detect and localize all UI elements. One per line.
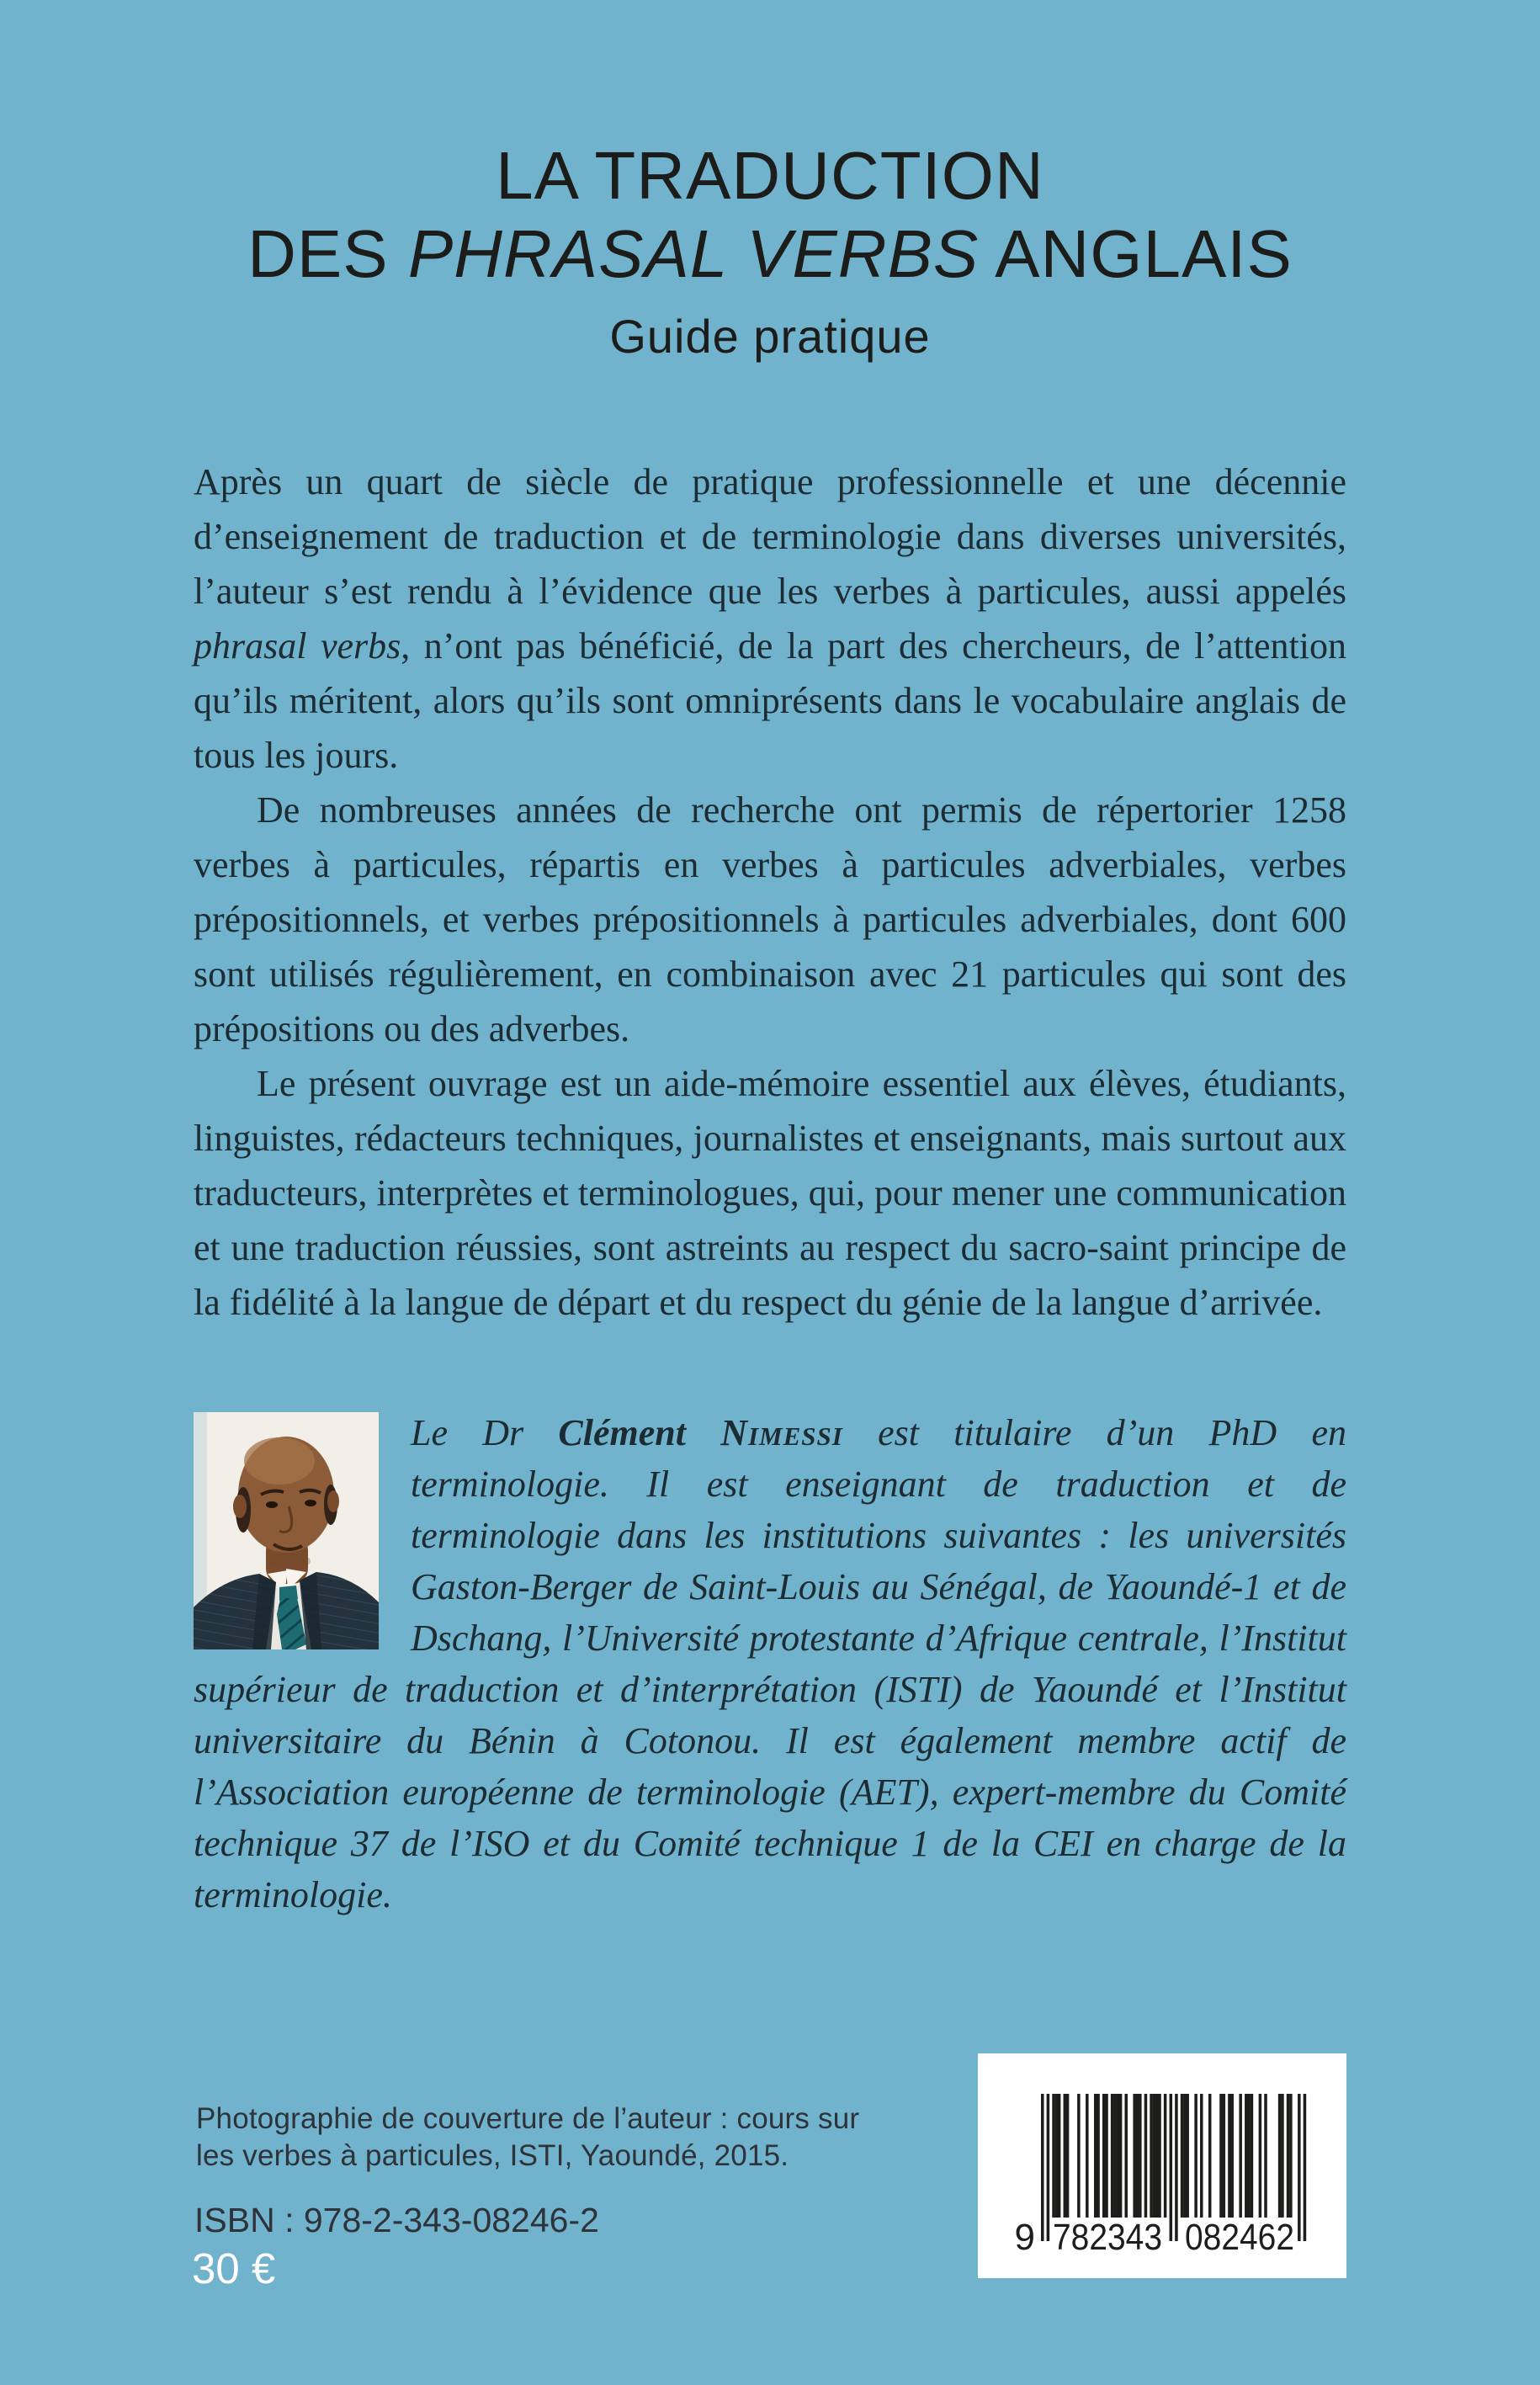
title-line2-prefix: DES [247,216,408,291]
bio-prefix: Le Dr [411,1412,559,1453]
synopsis-p1-after: , n’ont pas bénéficié, de la part des chercheurs, de l’attention qu’ils méritent, alors qu’ils sont omniprésents dans le vocabulaire anglais de tous les jours. [194,625,1346,776]
book-title-line1: LA TRADUCTION [496,138,1044,213]
price-text: 30 € [192,2244,276,2292]
title-line2-italic: PHRASAL VERBS [407,216,980,291]
author-name-first: Clément [558,1412,721,1453]
book-subtitle: Guide pratique [609,310,931,363]
synopsis-p1-before: Après un quart de siècle de pratique professionnelle et une décennie d’enseignement de traduction et de terminologie dans diverses universités, l’auteur s’est rendu à l’évidence que les verbes à particules, aussi appelés [194,461,1346,612]
book-title-line2 [0,215,1540,293]
barcode-digits-left: 782343 [1053,2217,1162,2258]
title-block [0,136,1540,362]
bio-rest: est titulaire d’un PhD en terminologie. Il est enseignant de traduction et de terminologie dans les institutions suivantes : les universités Gaston-Berger de Saint-Louis au Sénégal, de Yaoundé-1 et de Dschang, l’Université protestante d’Afrique centrale, l’Institut supérieur de traduction et d’interprétation (ISTI) de Yaoundé et l’Institut universitaire du Bénin à Cotonou. Il est également membre actif de l’Association européenne de terminologie (AET), expert-membre du Comité technique 37 de l’ISO et du Comité technique 1 de la CEI en charge de la terminologie. [194,1412,1346,1915]
synopsis-paragraph-1 [194,454,1346,783]
title-line2-suffix: ANGLAIS [979,216,1293,291]
barcode-digit-lead: 9 [1014,2217,1035,2258]
barcode-svg [978,2053,1346,2278]
photo-credit-line2: les verbes à particules, ISTI, Yaoundé, 2015. [196,2139,789,2172]
author-bio-section [194,1407,1346,1920]
synopsis-p1-italic: phrasal verbs [194,625,401,667]
barcode [978,2053,1346,2278]
author-name-last: Nimessi [720,1412,843,1453]
photo-credit-line1: Photographie de couverture de l’auteur : cours sur [196,2102,860,2135]
synopsis-text [194,454,1346,1330]
barcode-digits-right: 082462 [1185,2217,1294,2258]
photo-credit [196,2101,859,2175]
author-portrait-illustration [194,1412,379,1649]
synopsis-paragraph-3: Le présent ouvrage est un aide-mémoire essentiel aux élèves, étudiants, linguistes, rédacteurs techniques, journalistes et enseignants, mais surtout aux traducteurs, interprètes et terminologues, qui, pour mener une communication et une traduction réussies, sont astreints au respect du sacro-saint principe de la fidélité à la langue de départ et du respect du génie de la langue d’arrivée. [194,1063,1346,1323]
synopsis-paragraph-2: De nombreuses années de recherche ont permis de répertorier 1258 verbes à particules, répartis en verbes à particules adverbiales, verbes prépositionnels, et verbes prépositionnels à particules adverbiales, dont 600 sont utilisés régulièrement, en combinaison avec 21 particules qui sont des prépositions ou des adverbes. [194,789,1346,1049]
author-photo [194,1412,379,1649]
isbn-text: ISBN : 978-2-343-08246-2 [194,2201,599,2239]
